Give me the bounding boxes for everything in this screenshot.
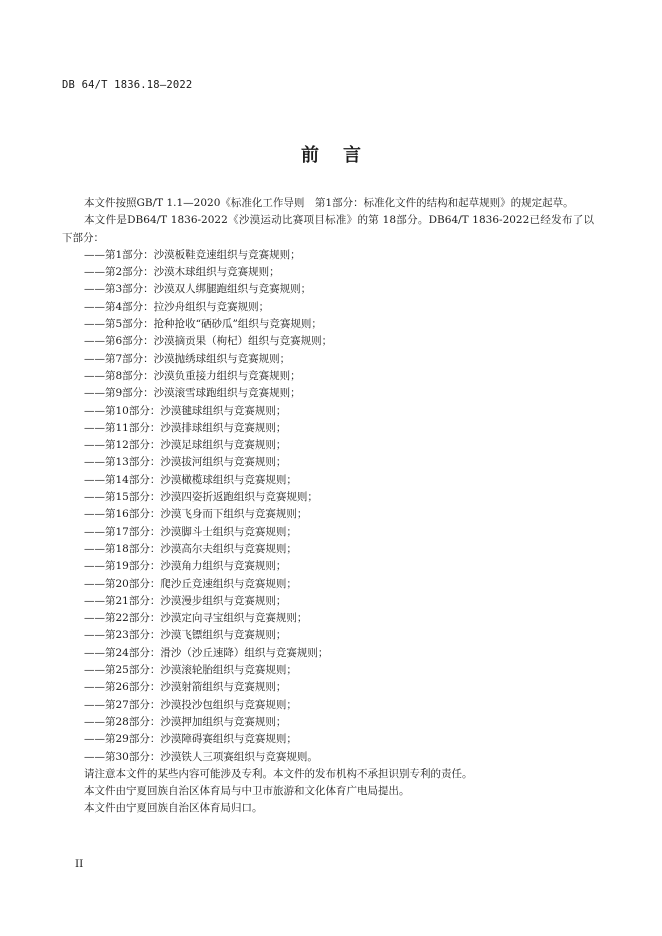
part-list-item: ——第4部分：拉沙舟组织与竞赛规则； [84, 300, 270, 313]
intro-paragraph-drafting: 本文件按照GB/T 1.1—2020《标准化工作导则 第1部分：标准化文件的结构和起草规则》的规定起草。 [84, 197, 574, 209]
part-list-item: ——第25部分：沙漠滚轮胎组织与竞赛规则； [84, 664, 297, 677]
part-list-item: ——第14部分：沙漠橄榄球组织与竞赛规则； [84, 473, 297, 486]
part-list-item: ——第9部分：沙漠滚雪球跑组织与竞赛规则； [84, 387, 301, 400]
foreword-body [62, 195, 594, 818]
document-code: DB 64/T 1836.18—2022 [62, 79, 193, 91]
part-list-item: ——第2部分：沙漠木球组织与竞赛规则； [84, 266, 280, 279]
part-list-item: ——第8部分：沙漠负重接力组织与竞赛规则； [84, 369, 301, 382]
part-list-item: ——第29部分：沙漠障碍赛组织与竞赛规则； [84, 733, 297, 746]
intro-paragraph-series: 本文件是DB64/T 1836-2022《沙漠运动比赛项目标准》的第 18部分。DB64/T 1836-2022已经发布了以下部分： [62, 214, 594, 244]
part-list-item: ——第15部分：沙漠四姿折返跑组织与竞赛规则； [84, 491, 318, 504]
patent-notice: 请注意本文件的某些内容可能涉及专利。本文件的发布机构不承担识别专利的责任。 [84, 767, 473, 780]
part-list-item: ——第18部分：沙漠高尔夫组织与竞赛规则； [84, 542, 297, 555]
part-list-item: ——第27部分：沙漠投沙包组织与竞赛规则； [84, 698, 297, 711]
part-list-item: ——第7部分：沙漠抛绣球组织与竞赛规则； [84, 352, 291, 365]
page-number: II [75, 858, 84, 870]
part-list-item: ——第28部分：沙漠押加组织与竞赛规则； [84, 715, 287, 728]
part-list-item: ——第21部分：沙漠漫步组织与竞赛规则； [84, 594, 287, 607]
part-list-item: ——第20部分：爬沙丘竞速组织与竞赛规则； [84, 577, 297, 590]
page-title: 前言 [301, 145, 385, 166]
part-list-item: ——第10部分：沙漠毽球组织与竞赛规则； [84, 404, 287, 417]
part-list-item: ——第5部分：抢种抢收“硒砂瓜”组织与竞赛规则； [84, 318, 322, 331]
parts-list [62, 247, 594, 766]
part-list-item: ——第6部分：沙漠摘贡果（枸杞）组织与竞赛规则； [84, 335, 333, 348]
part-list-item: ——第11部分：沙漠排球组织与竞赛规则； [84, 421, 287, 434]
part-list-item: ——第17部分：沙漠脚斗士组织与竞赛规则； [84, 525, 297, 538]
proposer-statement: 本文件由宁夏回族自治区体育局与中卫市旅游和文化体育广电局提出。 [84, 785, 410, 798]
part-list-item: ——第12部分：沙漠足球组织与竞赛规则； [84, 439, 287, 452]
part-list-item: ——第19部分：沙漠角力组织与竞赛规则； [84, 560, 287, 573]
part-list-item: ——第16部分：沙漠飞身而下组织与竞赛规则； [84, 508, 308, 521]
part-list-item: ——第26部分：沙漠射箭组织与竞赛规则； [84, 681, 287, 694]
part-list-item: ——第22部分：沙漠定向寻宝组织与竞赛规则； [84, 612, 308, 625]
part-list-item: ——第13部分：沙漠拔河组织与竞赛规则； [84, 456, 287, 469]
administrator-statement: 本文件由宁夏回族自治区体育局归口。 [84, 802, 263, 815]
part-list-item: ——第24部分：滑沙（沙丘速降）组织与竞赛规则； [84, 646, 329, 659]
part-list-item: ——第3部分：沙漠双人绑腿跑组织与竞赛规则； [84, 283, 312, 296]
part-list-item: ——第30部分：沙漠铁人三项赛组织与竞赛规则。 [84, 750, 318, 763]
part-list-item: ——第1部分：沙漠板鞋竞速组织与竞赛规则； [84, 248, 301, 261]
part-list-item: ——第23部分：沙漠飞镖组织与竞赛规则； [84, 629, 287, 642]
